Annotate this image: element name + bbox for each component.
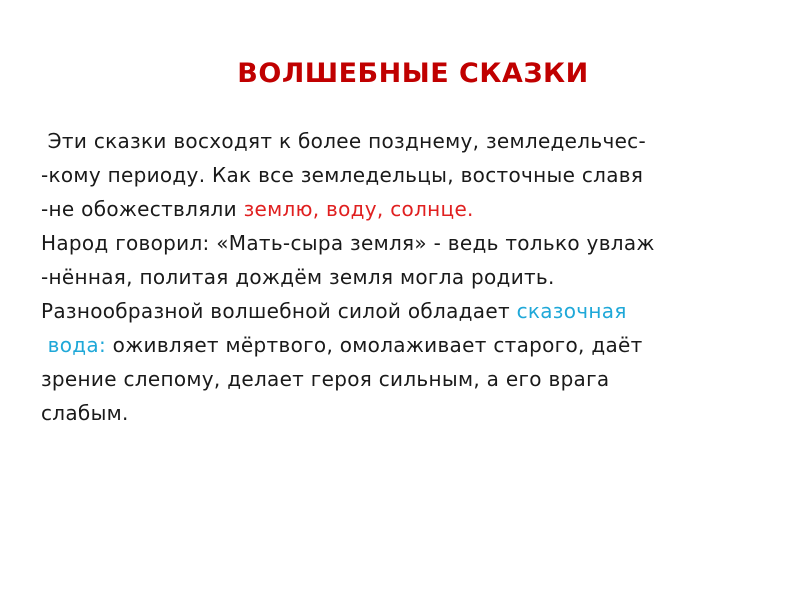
slide-body-text — [41, 124, 781, 430]
text-line-5 — [41, 260, 781, 294]
text-line-8 — [41, 362, 781, 396]
text-line-2 — [41, 158, 781, 192]
text-line-3 — [41, 192, 781, 226]
text-segment: -не обожествляли — [41, 197, 244, 221]
text-line-4 — [41, 226, 781, 260]
text-line-7 — [41, 328, 781, 362]
text-segment: -кому периоду. Как все земледельцы, восточные славя — [41, 163, 644, 187]
text-line-9 — [41, 396, 781, 430]
text-segment: Эти сказки восходят к более позднему, земледельчес- — [41, 129, 646, 153]
text-segment: оживляет мёртвого, омолаживает старого, даёт — [106, 333, 643, 357]
text-segment: Разнообразной волшебной силой обладает — [41, 299, 517, 323]
text-line-1 — [41, 124, 781, 158]
highlight-elements-text: землю, воду, солнце. — [243, 197, 474, 221]
text-segment: Народ говорил: «Мать-сыра земля» - ведь только увлаж — [41, 231, 655, 255]
slide-title: ВОЛШЕБНЫЕ СКАЗКИ — [237, 58, 589, 89]
highlight-magic-text: сказочная — [516, 299, 627, 323]
text-segment: -нённая, политая дождём земля могла родить. — [41, 265, 555, 289]
highlight-water-text: вода: — [41, 333, 107, 357]
text-segment: слабым. — [41, 401, 129, 425]
text-line-6 — [41, 294, 781, 328]
text-segment: зрение слепому, делает героя сильным, а его врага — [41, 367, 610, 391]
